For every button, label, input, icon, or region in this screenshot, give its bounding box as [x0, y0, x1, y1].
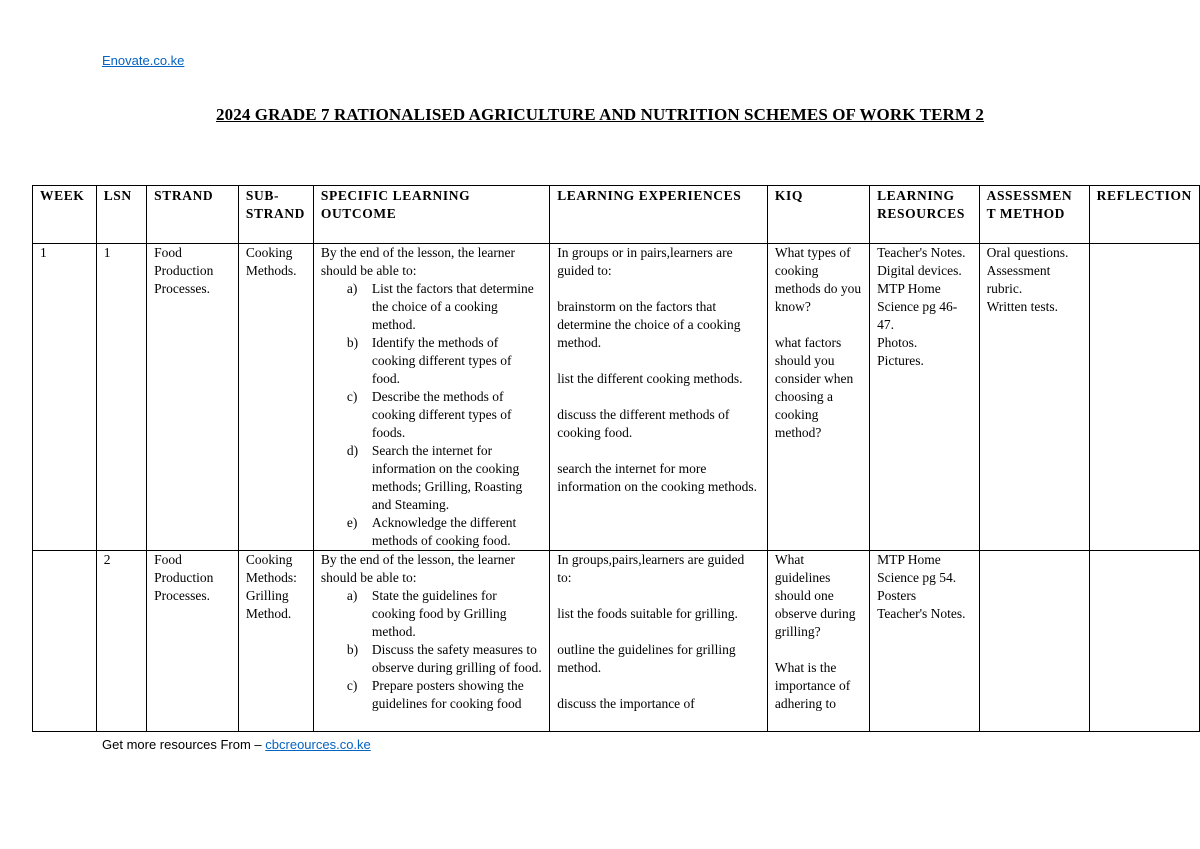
- experience-item: discuss the importance of: [557, 696, 695, 711]
- experience-item: outline the guidelines for grilling method.: [557, 642, 736, 675]
- reflection-cell: [1097, 244, 1192, 550]
- resource-item: MTP Home Science pg 46-47.: [877, 281, 958, 332]
- kiq-cell: [775, 551, 862, 731]
- strand-cell: Food Production Processes.: [154, 245, 214, 296]
- resources-cell: [877, 551, 972, 731]
- lsn-cell: 1: [103, 245, 111, 260]
- resource-item: Photos.: [877, 335, 918, 350]
- kiq-item: What is the importance of adhering to: [774, 660, 851, 711]
- outcome-cell: [321, 551, 542, 731]
- outcome-intro: By the end of the lesson, the learner should be able to:: [320, 245, 516, 278]
- list-item: b) Discuss the safety measures to observe during grilling of food.: [346, 642, 542, 675]
- list-item: c) Prepare posters showing the guidelines for cooking food: [346, 678, 524, 711]
- resource-item: Digital devices.: [877, 263, 962, 278]
- resource-item: Teacher's Notes.: [877, 606, 966, 621]
- experience-item: brainstorm on the factors that determine the choice of a cooking method.: [557, 299, 741, 350]
- col-header-week: WEEK: [33, 186, 97, 244]
- list-item: b) Identify the methods of cooking different types of food.: [346, 335, 512, 386]
- kiq-item: What types of cooking methods do you know?: [774, 245, 862, 314]
- outcome-list: [321, 280, 542, 550]
- page-title: 2024 GRADE 7 RATIONALISED AGRICULTURE AND NUTRITION SCHEMES OF WORK TERM 2: [216, 105, 984, 124]
- kiq-item: what factors should you consider when choosing a cooking method?: [774, 335, 854, 440]
- experience-item: list the foods suitable for grilling.: [557, 606, 738, 621]
- kiq-item: What guidelines should one observe during grilling?: [774, 552, 856, 639]
- list-item: a) List the factors that determine the choice of a cooking method.: [346, 281, 534, 332]
- footer: [102, 737, 371, 752]
- sub-strand-cell: Cooking Methods: Grilling Method.: [245, 552, 297, 621]
- assessment-item: Written tests.: [986, 299, 1059, 314]
- col-header-sub-strand: SUB-STRAND: [238, 186, 313, 244]
- experience-item: search the internet for more information on the cooking methods.: [557, 461, 758, 494]
- experience-item: In groups,pairs,learners are guided to:: [557, 552, 745, 585]
- resources-cell: [877, 244, 972, 550]
- strand-cell: Food Production Processes.: [154, 552, 214, 603]
- week-cell: 1: [40, 245, 47, 260]
- col-header-strand: STRAND: [147, 186, 239, 244]
- outcome-intro: By the end of the lesson, the learner should be able to:: [320, 552, 516, 585]
- footer-resources-link[interactable]: cbcreources.co.ke: [265, 737, 371, 752]
- experiences-cell: [557, 244, 760, 550]
- table-row: [33, 244, 1200, 551]
- resource-item: Posters: [877, 588, 917, 603]
- scheme-table: [32, 185, 1200, 732]
- sub-strand-cell: Cooking Methods.: [245, 245, 297, 278]
- assessment-cell: [987, 551, 1082, 731]
- col-header-lsn: LSN: [96, 186, 146, 244]
- outcome-cell: [321, 244, 542, 550]
- col-header-resources: LEARNING RESOURCES: [870, 186, 980, 244]
- header-site-link[interactable]: Enovate.co.ke: [102, 53, 185, 68]
- col-header-assessment: ASSESSMENT METHOD: [979, 186, 1089, 244]
- reflection-cell: [1097, 551, 1192, 731]
- list-item: a) State the guidelines for cooking food by Grilling method.: [346, 588, 507, 639]
- resource-item: Pictures.: [877, 353, 924, 368]
- list-item: e) Acknowledge the different methods of cooking food.: [346, 515, 517, 548]
- table-header-row: [33, 186, 1200, 244]
- week-cell: [40, 551, 89, 731]
- col-header-reflection: REFLECTION: [1089, 186, 1199, 244]
- experiences-cell: [557, 551, 760, 731]
- col-header-experiences: LEARNING EXPERIENCES: [550, 186, 768, 244]
- table-row: [33, 551, 1200, 732]
- experience-item: In groups or in pairs,learners are guided to:: [557, 245, 733, 278]
- assessment-item: Assessment rubric.: [986, 263, 1051, 296]
- resource-item: Teacher's Notes.: [877, 245, 966, 260]
- list-item: c) Describe the methods of cooking different types of foods.: [346, 389, 512, 440]
- assessment-item: Oral questions.: [986, 245, 1069, 260]
- outcome-list: [321, 587, 542, 713]
- resource-item: MTP Home Science pg 54.: [877, 552, 957, 585]
- col-header-kiq: KIQ: [767, 186, 869, 244]
- experience-item: discuss the different methods of cooking food.: [557, 407, 730, 440]
- list-item: d) Search the internet for information on the cooking methods; Grilling, Roasting and Steaming.: [346, 443, 523, 512]
- col-header-outcome: SPECIFIC LEARNING OUTCOME: [313, 186, 549, 244]
- lsn-cell: 2: [103, 552, 111, 567]
- experience-item: list the different cooking methods.: [557, 371, 743, 386]
- assessment-cell: [987, 244, 1082, 550]
- kiq-cell: [775, 244, 862, 550]
- footer-text: Get more resources From –: [102, 737, 266, 752]
